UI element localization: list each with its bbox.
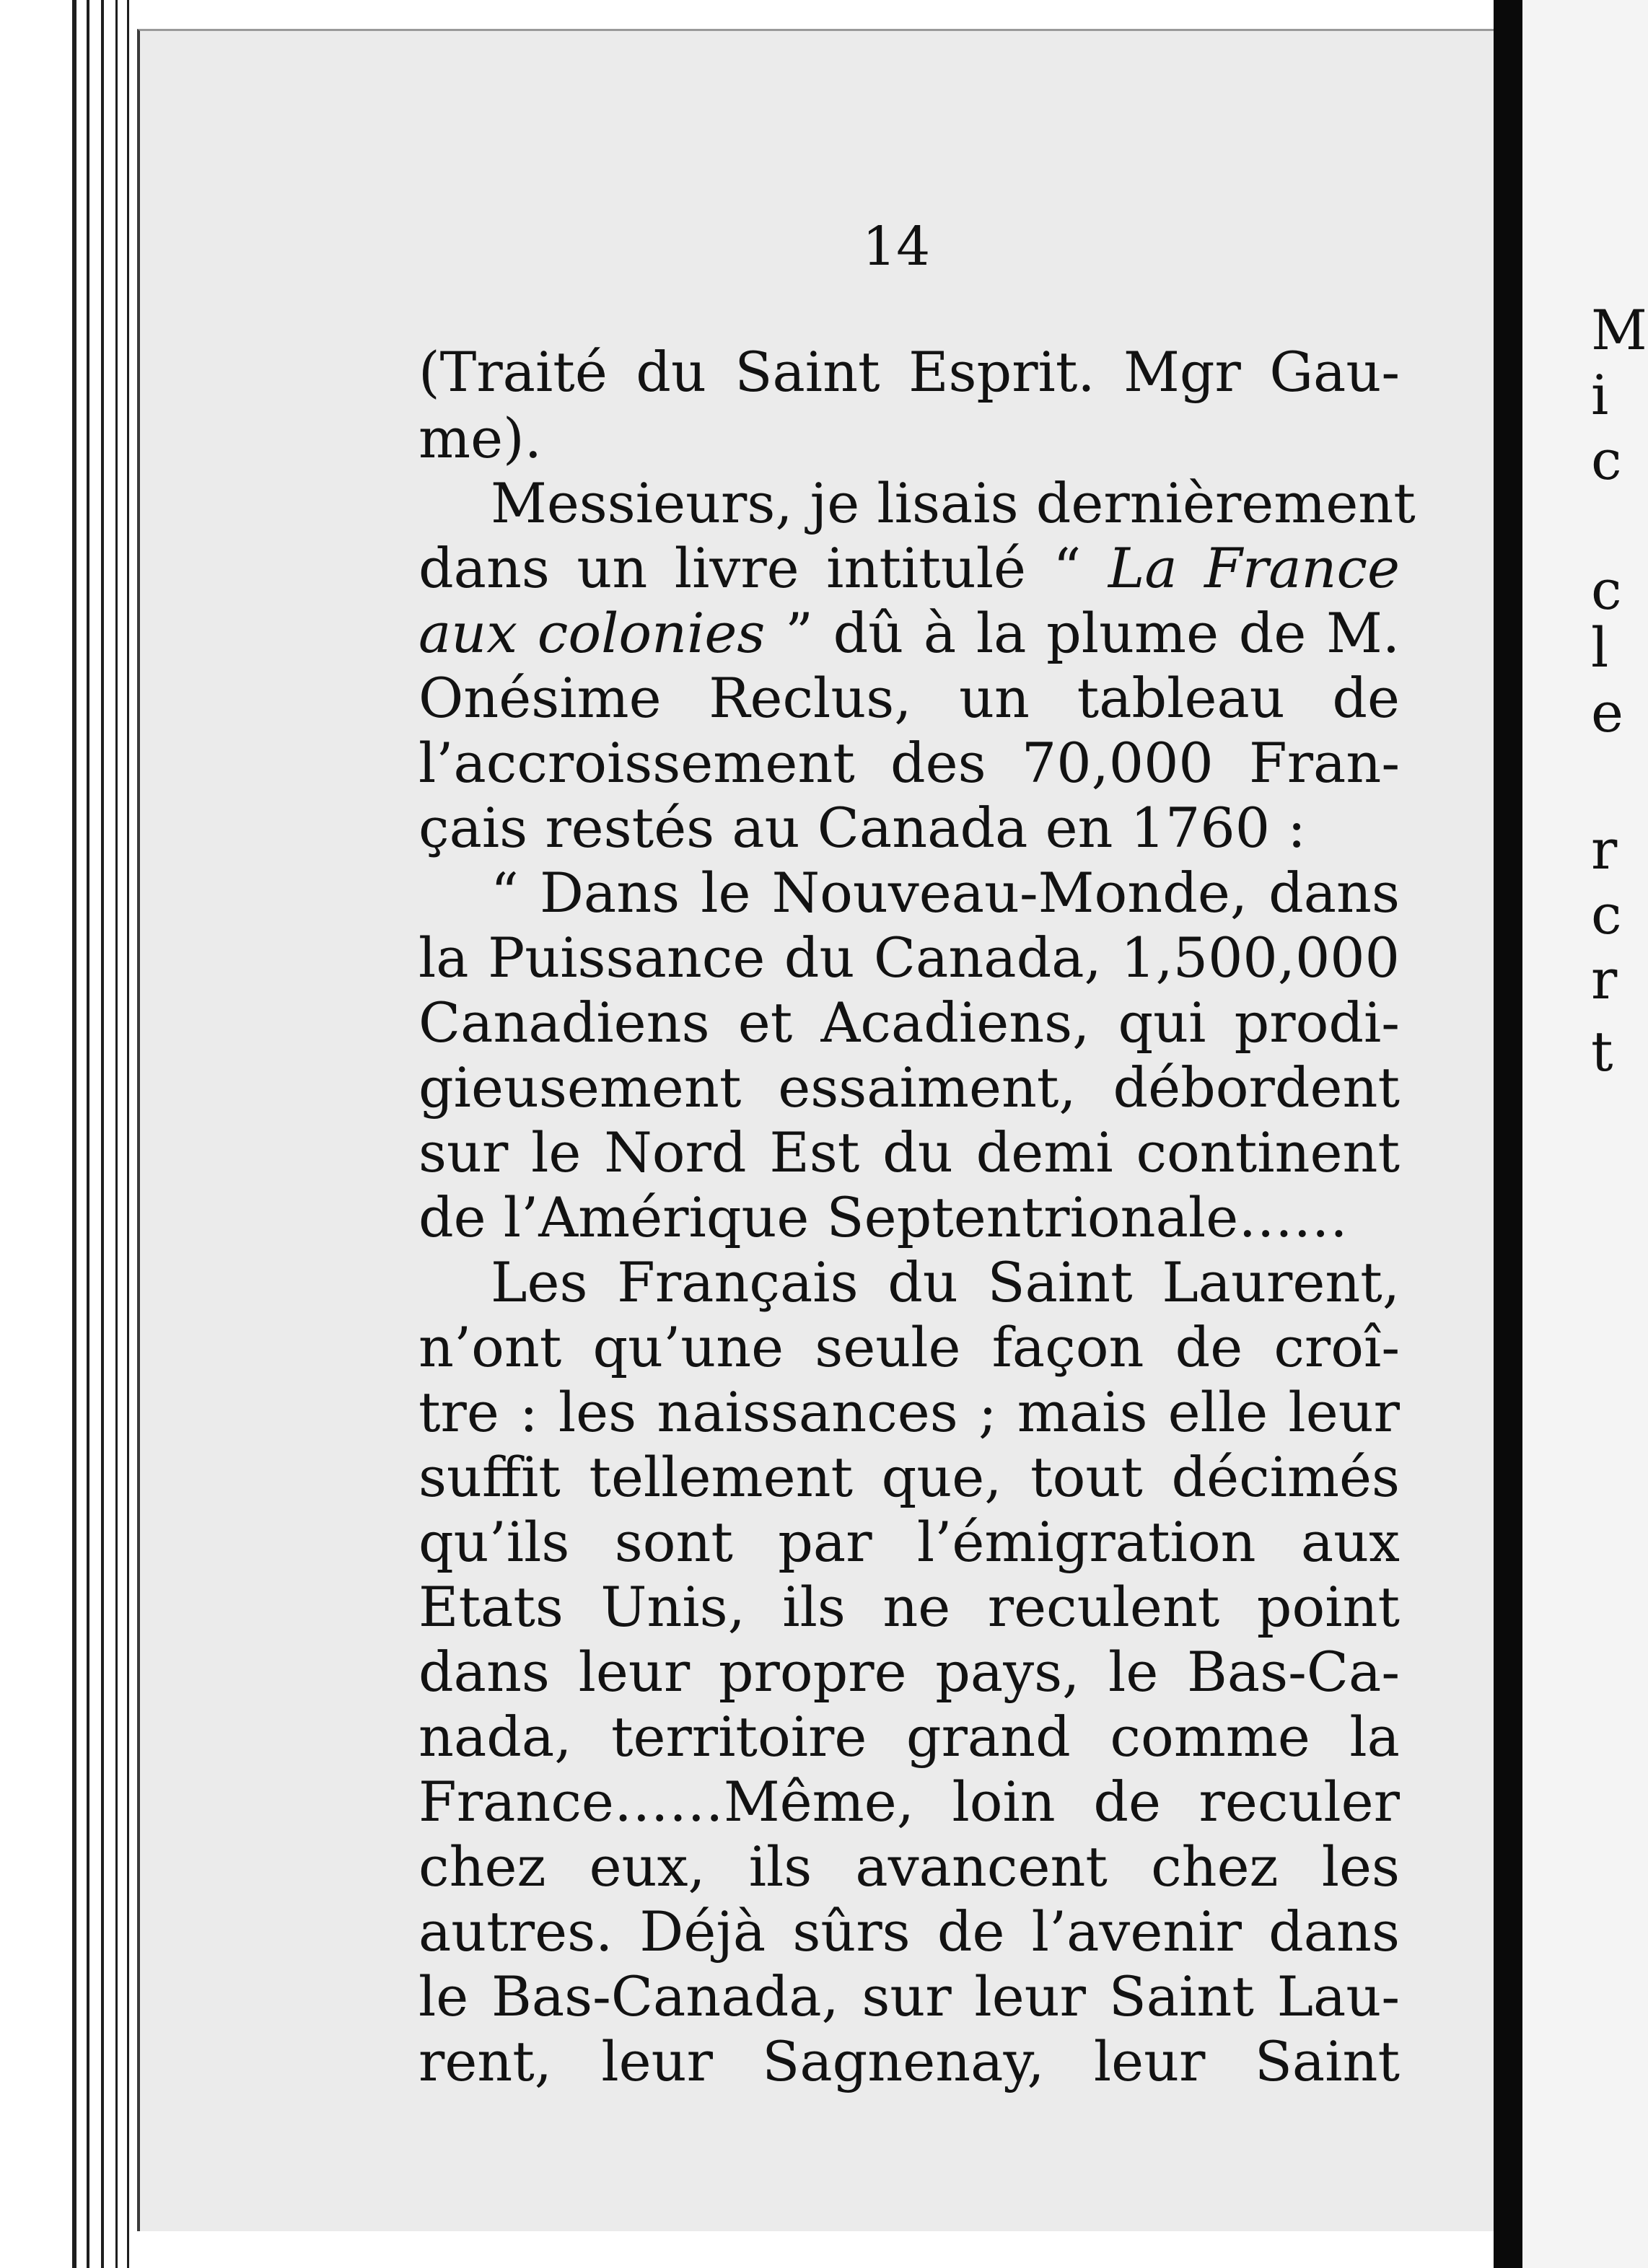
text-line: de l’Amérique Septentrionale……	[418, 1185, 1349, 1249]
text-line: dans un livre intitulé “ La France	[418, 536, 1400, 600]
page-edge-line	[87, 0, 89, 2268]
page-edge-line	[115, 0, 118, 2268]
adjacent-page-char: c	[1591, 428, 1622, 492]
adjacent-page-char: e	[1591, 680, 1623, 744]
text-line: Canadiens et Acadiens, qui prodi-	[418, 990, 1400, 1055]
text-line: dans leur propre pays, le Bas-Ca-	[418, 1640, 1400, 1704]
adjacent-page-char: i	[1591, 363, 1609, 427]
book-spine-shadow	[1494, 0, 1522, 2268]
text-line: Messieurs, je lisais dernièrement	[491, 471, 1416, 535]
adjacent-page-char: c	[1591, 558, 1622, 622]
adjacent-page-char: c	[1591, 882, 1622, 946]
text-line: tre : les naissances ; mais elle leur	[418, 1380, 1400, 1444]
text-line: l’accroissement des 70,000 Fran-	[418, 731, 1400, 795]
adjacent-page-char: r	[1591, 817, 1618, 882]
text-line: la Puissance du Canada, 1,500,000	[418, 926, 1400, 990]
adjacent-page-char: l	[1591, 615, 1609, 680]
adjacent-page-char: r	[1591, 947, 1618, 1011]
text-line: qu’ils sont par l’émigration aux	[418, 1510, 1400, 1574]
text-line: Onésime Reclus, un tableau de	[418, 666, 1400, 730]
text-line: sur le Nord Est du demi continent	[418, 1120, 1400, 1184]
text-line: suffit tellement que, tout décimés	[418, 1445, 1400, 1509]
text-line: le Bas-Canada, sur leur Saint Lau-	[418, 1964, 1400, 2029]
page-edge-line	[127, 0, 129, 2268]
text-line: Les Français du Saint Laurent,	[491, 1250, 1400, 1314]
text-line: chez eux, ils avancent chez les	[418, 1834, 1400, 1899]
text-line: me).	[418, 406, 542, 470]
text-line: “ Dans le Nouveau-Monde, dans	[491, 861, 1400, 925]
text-line: aux colonies ” dû à la plume de M.	[418, 601, 1400, 665]
text-line: France……Même, loin de reculer	[418, 1770, 1400, 1834]
text-line: rent, leur Sagnenay, leur Saint	[418, 2029, 1400, 2093]
adjacent-page-char: M	[1591, 298, 1647, 362]
text-line: (Traité du Saint Esprit. Mgr Gau-	[418, 340, 1400, 404]
text-line: nada, territoire grand comme la	[418, 1705, 1400, 1769]
page-number: 14	[862, 216, 931, 278]
page-edge-line	[101, 0, 104, 2268]
text-line: autres. Déjà sûrs de l’avenir dans	[418, 1899, 1400, 1964]
text-line: n’ont qu’une seule façon de croî-	[418, 1315, 1400, 1379]
text-line: Etats Unis, ils ne reculent point	[418, 1575, 1400, 1639]
adjacent-page-char: t	[1591, 1019, 1613, 1084]
page-edge-line	[72, 0, 76, 2268]
text-line: gieusement essaiment, débordent	[418, 1055, 1400, 1120]
text-line: çais restés au Canada en 1760 :	[418, 796, 1306, 860]
